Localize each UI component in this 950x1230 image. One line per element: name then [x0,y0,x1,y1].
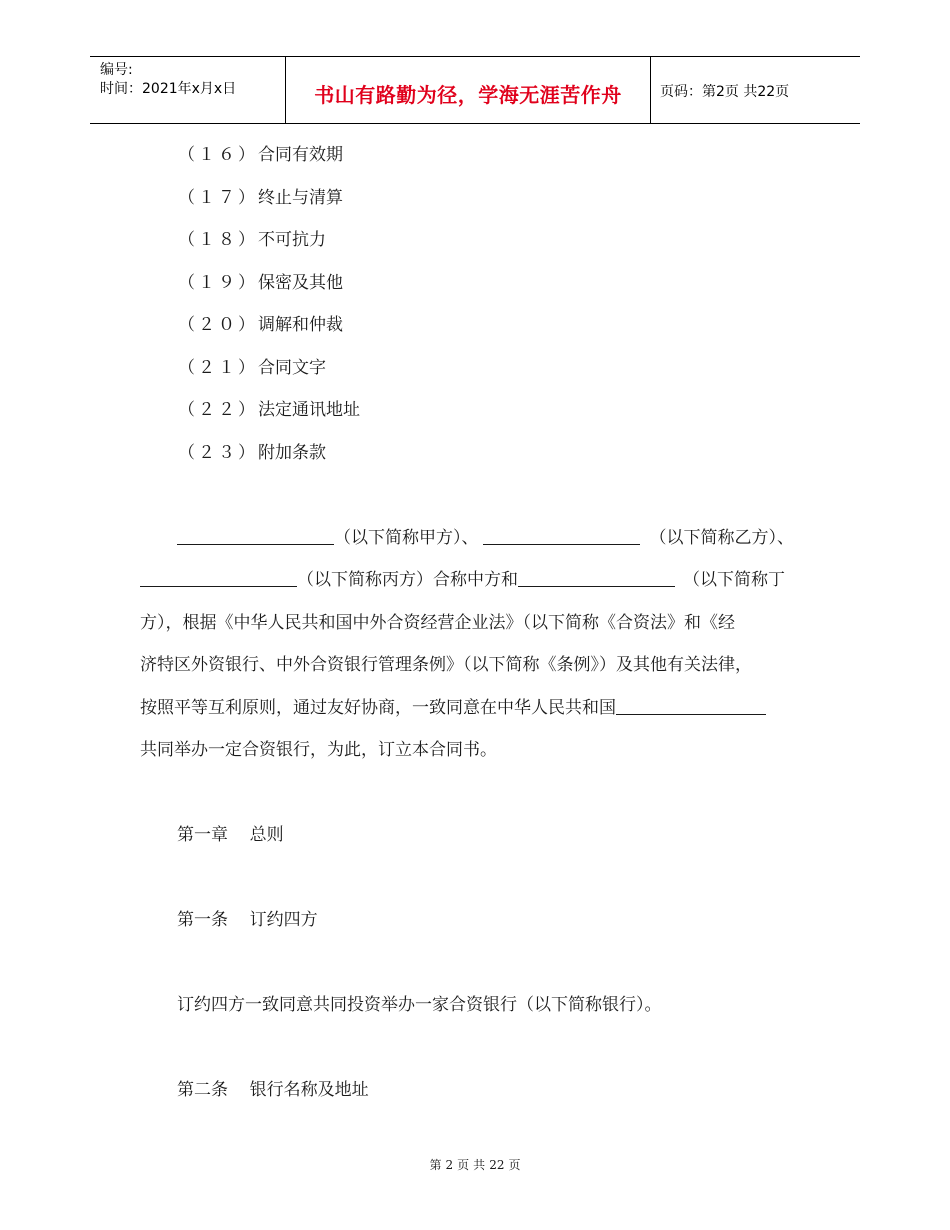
preamble-line: （以下简称甲方）、 （以下简称乙方）、 [177,526,794,550]
toc-item: （２０）调解和仲裁 [178,315,343,335]
location-blank[interactable] [616,696,766,715]
preamble-line: 济特区外资银行、中外合资银行管理条例》（以下简称《条例》）及其他有关法律， [140,655,752,675]
serial-label: 编号: [100,62,133,78]
party-c-blank[interactable] [140,568,297,587]
toc-item: （１７）终止与清算 [178,188,343,208]
page-footer: 第 2 页 共 22 页 [429,1158,521,1172]
header-meta-cell [90,57,285,123]
header-motto: 书山有路勤为径，学海无涯苦作舟 [314,83,622,107]
toc-item: （２２）法定通讯地址 [178,400,360,420]
toc-item: （１８）不可抗力 [178,230,326,250]
preamble-line: （以下简称丙方）合称中方和 （以下简称丁 [140,568,785,592]
toc-item: （１９）保密及其他 [178,273,343,293]
preamble-line: 共同举办一定合资银行，为此，订立本合同书。 [140,740,497,760]
time-label: 时间：2021年x月x日 [100,81,237,97]
preamble-line: 方），根据《中华人民共和国中外合资经营企业法》（以下简称《合资法》和《经 [140,613,735,633]
header-page-cell [650,57,860,123]
footer-total-pages: 22 [489,1158,505,1172]
page-header [90,56,860,124]
footer-page-number: 2 [445,1158,454,1172]
toc-item: （２１）合同文字 [178,358,326,378]
party-d-blank[interactable] [518,568,675,587]
preamble-line: 按照平等互利原则，通过友好协商，一致同意在中华人民共和国 [140,696,766,720]
toc-item: （１６）合同有效期 [178,145,343,165]
article-heading: 第二条 银行名称及地址 [177,1080,369,1100]
party-b-blank[interactable] [483,526,640,545]
chapter-heading: 第一章 总则 [177,825,284,845]
toc-item: （２３）附加条款 [178,443,326,463]
header-page-label: 页码：第2页 共22页 [660,84,790,100]
article-body: 订约四方一致同意共同投资举办一家合资银行（以下简称银行）。 [177,995,662,1015]
header-motto-cell [285,57,651,123]
article-heading: 第一条 订约四方 [177,910,318,930]
party-a-blank[interactable] [177,526,334,545]
